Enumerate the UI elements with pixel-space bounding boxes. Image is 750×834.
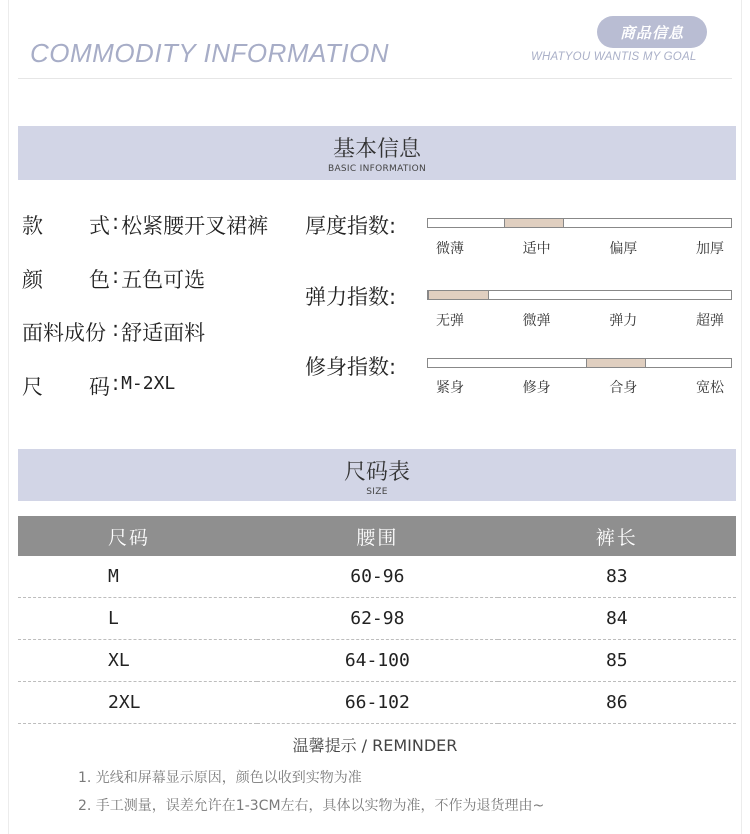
info-value: 五色可选: [121, 268, 206, 292]
thickness-index-label: 厚度指数:: [305, 214, 397, 238]
waist-col-header: 腰围: [257, 516, 497, 556]
info-row-style: 款 式 : 松紧腰开叉裙裤: [22, 210, 269, 238]
reminder-title: 温馨提示 / REMINDER: [292, 736, 458, 755]
thickness-scale-fill: [504, 218, 565, 228]
waist-cell: 64-100: [257, 640, 497, 682]
table-row: [18, 682, 736, 724]
size-table: [18, 516, 736, 724]
elasticity-scale: [427, 290, 732, 300]
size-col-header: 尺码: [18, 516, 257, 556]
waist-cell: 66-102: [257, 682, 497, 724]
tagline: WHATYOU WANTIS MY GOAL: [531, 51, 697, 63]
size-cell: M: [18, 556, 257, 598]
info-label: 款 式: [22, 214, 110, 238]
info-label: 尺 码: [22, 375, 110, 399]
header-divider: [18, 78, 732, 79]
size-chart-subtitle: SIZE: [366, 487, 388, 497]
elasticity-scale-ticks: 无弹 微弹 弹力 超弹: [436, 313, 724, 329]
size-chart-title: 尺码表: [343, 460, 410, 485]
table-row: [18, 556, 736, 598]
length-cell: 83: [498, 556, 736, 598]
length-cell: 84: [498, 598, 736, 640]
info-value: 松紧腰开叉裙裤: [121, 214, 269, 238]
size-table-header-row: [18, 516, 736, 556]
fit-index-label: 修身指数:: [305, 355, 397, 379]
table-row: [18, 598, 736, 640]
info-label: 面料成份: [22, 321, 106, 345]
fit-scale-ticks: 紧身 修身 合身 宽松: [436, 380, 724, 396]
info-value: M-2XL: [121, 373, 176, 394]
info-label: 颜 色: [22, 268, 110, 292]
commodity-info-title: COMMODITY INFORMATION: [30, 38, 390, 68]
waist-cell: 62-98: [257, 598, 497, 640]
thickness-scale-ticks: 微薄 适中 偏厚 加厚: [436, 241, 724, 257]
size-cell: L: [18, 598, 257, 640]
commodity-info-cn-badge: 商品信息: [597, 16, 707, 48]
waist-cell: 60-96: [257, 556, 497, 598]
basic-info-header: [18, 126, 736, 180]
info-row-size: 尺 码 : M-2XL: [22, 371, 176, 399]
size-cell: XL: [18, 640, 257, 682]
fit-scale: [427, 358, 732, 368]
basic-info-subtitle: BASIC INFORMATION: [327, 164, 427, 174]
elasticity-scale-fill: [428, 290, 489, 300]
reminder-line-2: 2. 手工测量，误差允许在1-3CM左右，具体以实物为准，不作为退货理由~: [78, 798, 545, 814]
info-value: 舒适面料: [121, 321, 206, 345]
length-col-header: 裤长: [498, 516, 736, 556]
table-row: [18, 640, 736, 682]
thickness-scale: [427, 218, 732, 228]
info-row-color: 颜 色 : 五色可选: [22, 264, 206, 292]
info-row-material: 面料成份 : 舒适面料: [22, 317, 206, 345]
fit-scale-fill: [586, 358, 647, 368]
size-cell: 2XL: [18, 682, 257, 724]
basic-info-title: 基本信息: [332, 137, 421, 162]
length-cell: 86: [498, 682, 736, 724]
size-chart-header: [18, 449, 736, 501]
reminder-line-1: 1. 光线和屏幕显示原因，颜色以收到实物为准: [78, 770, 362, 786]
length-cell: 85: [498, 640, 736, 682]
elasticity-index-label: 弹力指数:: [305, 285, 397, 309]
